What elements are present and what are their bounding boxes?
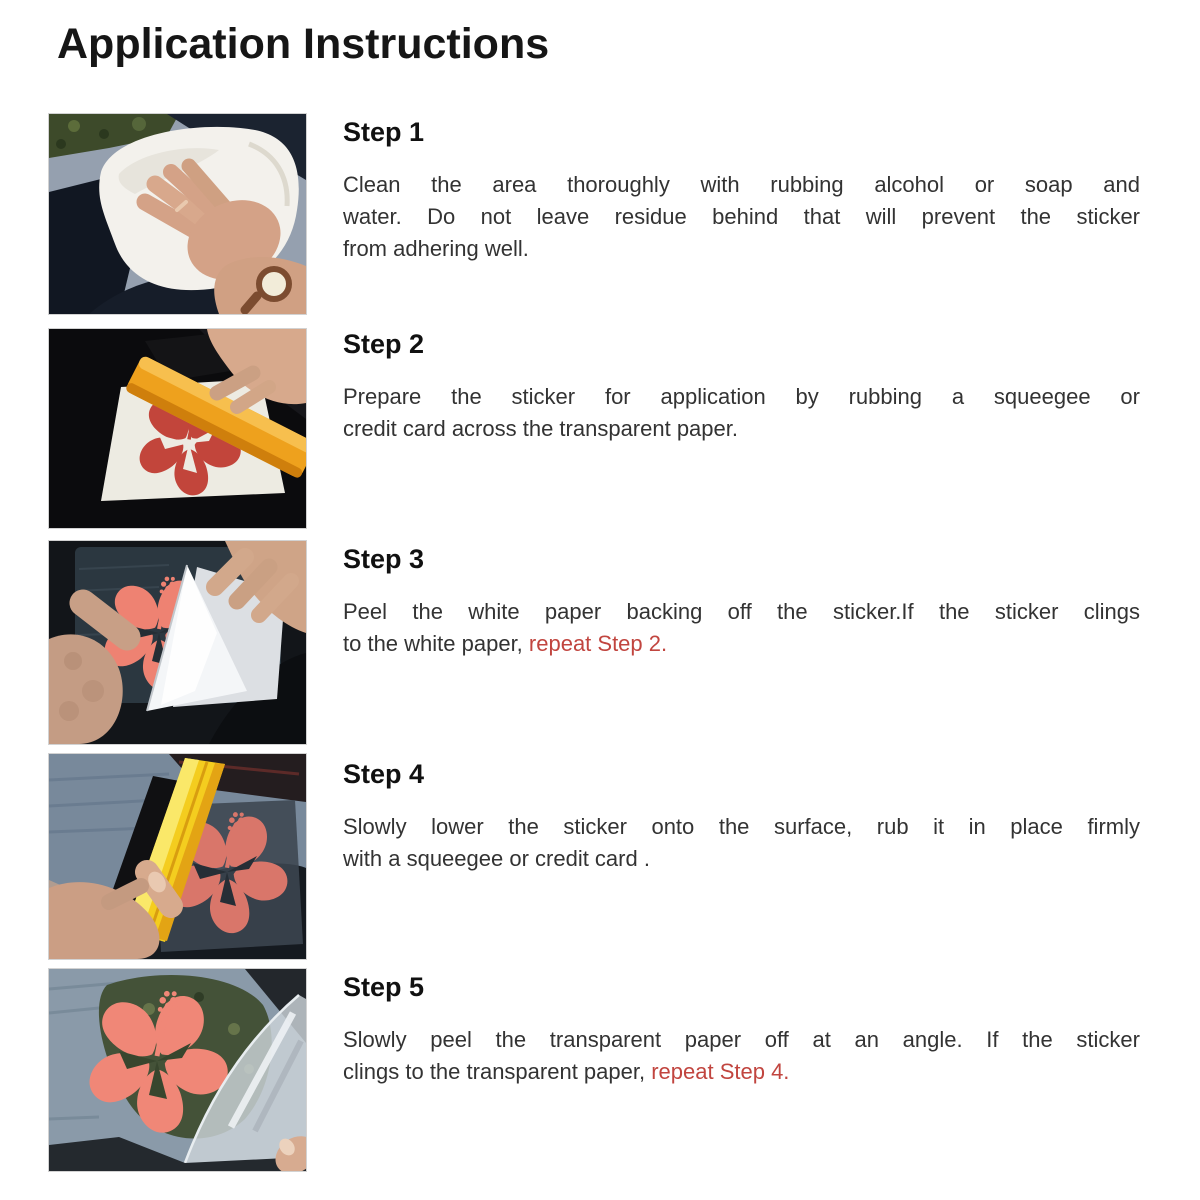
step-3-red-note: repeat Step 2. bbox=[528, 631, 668, 656]
step-3-text bbox=[343, 544, 1140, 660]
step-2-text bbox=[343, 329, 1140, 445]
step-2-body: Prepare the sticker for application by rubbing a squeegee or credit card across the transparent paper. bbox=[343, 384, 1140, 441]
step-5-heading: Step 5 bbox=[343, 972, 425, 1002]
step-5-text bbox=[343, 972, 1140, 1088]
step-5-red-note: repeat Step 4. bbox=[651, 1059, 790, 1084]
step-3-heading: Step 3 bbox=[343, 544, 425, 574]
step-4-photo bbox=[48, 753, 307, 960]
step-4-body: Slowly lower the sticker onto the surface, rub it in place firmly with a squeegee or credit card . bbox=[343, 814, 1140, 871]
step-5-body: Slowly peel the transparent paper off at an angle. If the sticker clings to the transparent paper, repeat Step 4. bbox=[343, 1027, 1140, 1084]
step-1-text bbox=[343, 117, 1140, 265]
wipe-surface-photo-graphic bbox=[49, 114, 306, 314]
apply-sticker-photo-graphic bbox=[49, 754, 306, 959]
step-4-heading: Step 4 bbox=[343, 759, 425, 789]
peel-transparent-photo-graphic bbox=[49, 969, 306, 1171]
step-1-photo bbox=[48, 113, 307, 315]
squeegee-sticker-photo-graphic bbox=[49, 329, 306, 528]
step-2-heading: Step 2 bbox=[343, 329, 425, 359]
step-5-photo bbox=[48, 968, 307, 1172]
page-title: Application Instructions bbox=[57, 20, 550, 68]
peel-backing-photo-graphic bbox=[49, 541, 306, 744]
step-1-body: Clean the area thoroughly with rubbing alcohol or soap and water. Do not leave residue behind that will prevent the sticker from adhering well. bbox=[343, 172, 1140, 261]
step-2-photo bbox=[48, 328, 307, 529]
step-3-photo bbox=[48, 540, 307, 745]
step-3-body: Peel the white paper backing off the sticker.If the sticker clings to the white paper, repeat Step 2. bbox=[343, 599, 1140, 656]
step-1-heading: Step 1 bbox=[343, 117, 425, 147]
step-4-text bbox=[343, 759, 1140, 875]
